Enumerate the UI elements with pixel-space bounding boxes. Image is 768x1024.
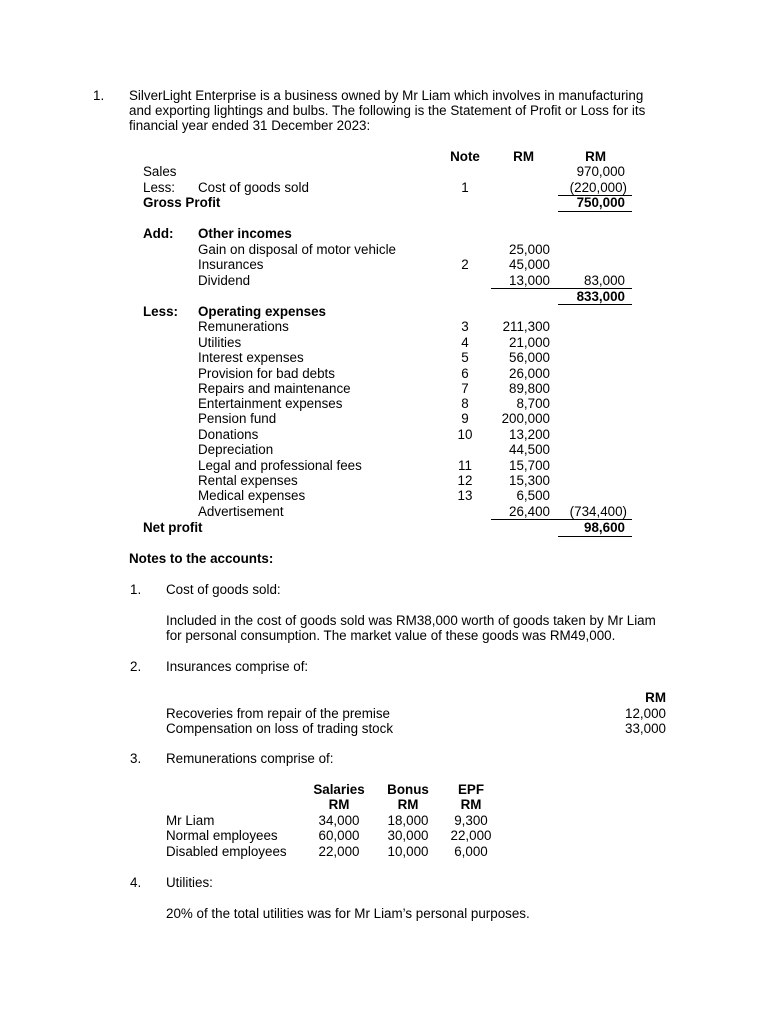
expense-label: Pension fund — [198, 411, 277, 426]
income-amount: 25,000 — [509, 242, 550, 257]
expense-note: 9 — [461, 411, 469, 426]
gross-profit-label: Gross Profit — [143, 195, 221, 210]
note-2-number: 2. — [130, 659, 142, 674]
opex-total: (734,400) — [569, 504, 627, 519]
expense-amount: 89,800 — [509, 381, 550, 396]
note-1-number: 1. — [130, 582, 142, 597]
note-3-row-epf: 22,000 — [450, 828, 492, 843]
note-4-text: 20% of the total utilities was for Mr Liam’s personal purposes. — [166, 906, 530, 921]
cogs-prefix: Less: — [143, 180, 176, 195]
net-profit-amount: 98,600 — [584, 520, 625, 535]
expense-note: 5 — [461, 350, 469, 365]
note-2-row-label: Recoveries from repair of the premise — [166, 706, 391, 721]
header-rm-2: RM — [585, 149, 606, 164]
expense-label: Donations — [198, 427, 259, 442]
expense-amount: 56,000 — [509, 350, 550, 365]
intro-line-2: and exporting lightings and bulbs. The following is the Statement of Profit or Loss for its — [129, 103, 646, 118]
gross-profit-amount: 750,000 — [576, 195, 625, 210]
less-label: Less: — [143, 304, 178, 319]
income-label: Gain on disposal of motor vehicle — [198, 242, 396, 257]
expense-amount: 21,000 — [509, 335, 550, 350]
expense-label: Medical expenses — [198, 488, 306, 503]
expense-label: Repairs and maintenance — [198, 381, 351, 396]
note-1-title: Cost of goods sold: — [166, 582, 281, 597]
note-2-header-rm: RM — [645, 690, 666, 705]
intro-line-3: financial year ended 31 December 2023: — [129, 118, 371, 133]
note-2-title: Insurances comprise of: — [166, 659, 309, 674]
expense-note: 12 — [457, 473, 473, 488]
expense-amount: 26,400 — [509, 504, 550, 519]
expense-label: Depreciation — [198, 442, 274, 457]
sales-label: Sales — [143, 164, 177, 179]
income-note: 2 — [461, 257, 469, 272]
note-3-row-label: Normal employees — [166, 828, 278, 843]
expense-note: 10 — [457, 427, 473, 442]
note-4-title: Utilities: — [166, 875, 213, 890]
other-incomes-heading: Other incomes — [198, 226, 292, 241]
expense-label: Remunerations — [198, 319, 289, 334]
add-label: Add: — [143, 226, 174, 241]
note-4-number: 4. — [130, 875, 142, 890]
cogs-label: Cost of goods sold — [198, 180, 309, 195]
note-1-text-line-2: for personal consumption. The market value of these goods was RM49,000. — [166, 628, 616, 643]
expense-note: 8 — [461, 396, 469, 411]
notes-heading: Notes to the accounts: — [129, 551, 274, 566]
opex-heading: Operating expenses — [198, 304, 327, 319]
expense-amount: 44,500 — [509, 442, 550, 457]
note-3-row-bonus: 10,000 — [387, 844, 429, 859]
expense-label: Legal and professional fees — [198, 458, 362, 473]
note-3-row-label: Mr Liam — [166, 813, 215, 828]
income-amount: 13,000 — [509, 273, 550, 288]
note-3-header-rm: RM — [328, 797, 350, 812]
gross-profit-underline — [558, 211, 632, 212]
expense-amount: 26,000 — [509, 366, 550, 381]
expense-note: 3 — [461, 319, 469, 334]
cogs-note: 1 — [461, 180, 469, 195]
expense-amount: 211,300 — [502, 319, 550, 334]
expense-amount: 15,700 — [509, 458, 550, 473]
note-3-header-rm: RM — [397, 797, 419, 812]
note-3-header-rm: RM — [460, 797, 482, 812]
note-2-row-amount: 33,000 — [625, 721, 666, 736]
expense-label: Utilities — [198, 335, 242, 350]
income-label: Dividend — [198, 273, 251, 288]
note-3-row-epf: 9,300 — [454, 813, 488, 828]
header-note: Note — [450, 149, 480, 164]
income-amount: 45,000 — [509, 257, 550, 272]
expense-note: 7 — [461, 381, 469, 396]
sales-amount: 970,000 — [576, 164, 625, 179]
expense-amount: 13,200 — [509, 427, 550, 442]
expense-label: Rental expenses — [198, 473, 298, 488]
income-label: Insurances — [198, 257, 264, 272]
subtotal-underline — [558, 304, 632, 305]
expense-note: 11 — [458, 458, 472, 473]
note-3-row-bonus: 18,000 — [387, 813, 429, 828]
note-3-row-salaries: 22,000 — [318, 844, 360, 859]
note-3-row-salaries: 34,000 — [318, 813, 360, 828]
note-2-row-amount: 12,000 — [625, 706, 666, 721]
other-incomes-total: 83,000 — [584, 273, 625, 288]
header-rm-1: RM — [513, 149, 534, 164]
expense-note: 13 — [457, 488, 473, 503]
expense-note: 6 — [461, 366, 469, 381]
note-3-header-epf: EPF — [457, 782, 485, 797]
note-3-row-label: Disabled employees — [166, 844, 287, 859]
note-3-row-epf: 6,000 — [454, 844, 488, 859]
expense-label: Advertisement — [198, 504, 284, 519]
intro-line-1: SilverLight Enterprise is a business owned by Mr Liam which involves in manufacturing — [129, 88, 644, 103]
note-3-row-salaries: 60,000 — [318, 828, 360, 843]
expense-note: 4 — [461, 335, 469, 350]
note-1-text-line-1: Included in the cost of goods sold was RM38,000 worth of goods taken by Mr Liam — [166, 613, 656, 628]
note-2-row-label: Compensation on loss of trading stock — [166, 721, 394, 736]
expense-amount: 15,300 — [509, 473, 550, 488]
note-3-header-salaries: Salaries — [313, 782, 365, 797]
note-3-number: 3. — [130, 751, 142, 766]
note-3-row-bonus: 30,000 — [387, 828, 429, 843]
expense-amount: 200,000 — [501, 411, 550, 426]
net-profit-underline — [558, 536, 632, 537]
note-3-header-bonus: Bonus — [387, 782, 429, 797]
expense-label: Interest expenses — [198, 350, 304, 365]
expense-amount: 6,500 — [516, 488, 550, 503]
net-profit-label: Net profit — [143, 520, 203, 535]
expense-label: Provision for bad debts — [198, 366, 335, 381]
expense-amount: 8,700 — [516, 396, 550, 411]
cogs-amount: (220,000) — [569, 180, 627, 195]
question-number: 1. — [93, 88, 105, 103]
subtotal-amount: 833,000 — [576, 289, 625, 304]
expense-label: Entertainment expenses — [198, 396, 343, 411]
note-3-title: Remunerations comprise of: — [166, 751, 334, 766]
